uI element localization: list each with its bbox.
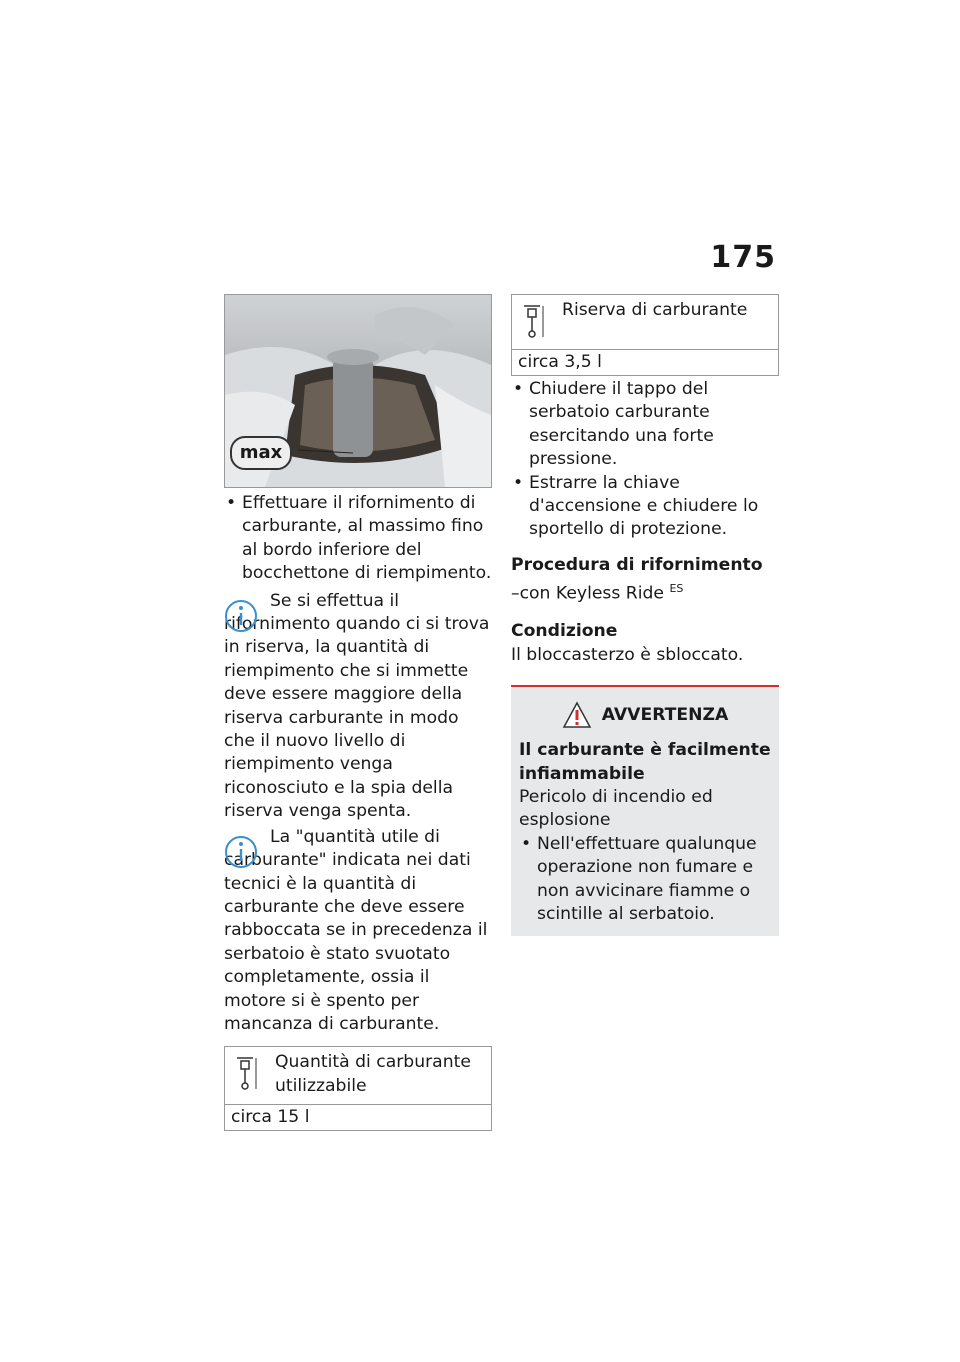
instruction-bullet: • Estrarre la chiave d'accensione e chiudere lo sportello di protezione. (511, 472, 779, 542)
left-column (224, 294, 492, 1131)
info-icon (224, 596, 262, 636)
reserve-fuel-table (511, 294, 779, 376)
warning-text: Pericolo di incendio ed esplosione (519, 787, 713, 831)
max-label: max (230, 436, 292, 470)
right-column (511, 294, 779, 936)
warning-triangle-icon (562, 701, 592, 729)
info-note (224, 590, 492, 824)
condition-text: Il bloccasterzo è sbloccato. (511, 644, 744, 665)
info-text: La "quantità utile di carburante" indicata nei dati tecnici è la quantità di carburante che deve essere rabboccata se in precedenza il serbatoio è stato svuotato completamente, ossia il motore si è spento per mancanza di carburante. (224, 826, 488, 1034)
table-header (225, 1047, 491, 1104)
instruction-bullet: • Effettuare il rifornimento di carburante, al massimo fino al bordo inferiore del bocchettone di riempimento. (224, 492, 492, 586)
condition-title: Condizione (511, 621, 618, 642)
table-label: Riserva di carburante (562, 300, 748, 320)
measurement-icon (522, 303, 546, 339)
measurement-icon (235, 1055, 259, 1091)
fuel-filler-photo (224, 294, 492, 488)
warning-box (511, 685, 779, 936)
page-number: 175 (710, 240, 776, 275)
instruction-bullet: • Chiudere il tappo del serbatoio carburante esercitando una forte pressione. (511, 378, 779, 472)
table-label: Quantità di carburante utilizzabile (275, 1052, 471, 1096)
info-icon (224, 832, 262, 872)
section-subheading: –con Keyless Ride $^{ES}$ (511, 582, 684, 604)
warning-bullet: • Nell'effettuare qualunque operazione non fumare e non avvicinare fiamme o scintille al serbatoio. (519, 833, 771, 927)
table-header (512, 295, 778, 349)
table-value: circa 15 l (225, 1104, 491, 1130)
warning-header (519, 701, 771, 729)
info-note (224, 826, 492, 1037)
section-heading: Procedura di rifornimento (511, 554, 763, 575)
info-text: Se si effettua il rifornimento quando ci si trova in riserva, la quantità di riempimento che si immette deve essere maggiore della riserva carburante in modo che il nuovo livello di riempimento venga riconosciuto e la spia della riserva venga spenta. (224, 590, 490, 822)
warning-headline: Il carburante è facilmente infiammabile (519, 740, 771, 784)
sup-marker: ES (669, 582, 684, 596)
table-value: circa 3,5 l (512, 349, 778, 375)
warning-title: AVVERTENZA (601, 705, 729, 726)
usable-fuel-table (224, 1046, 492, 1131)
